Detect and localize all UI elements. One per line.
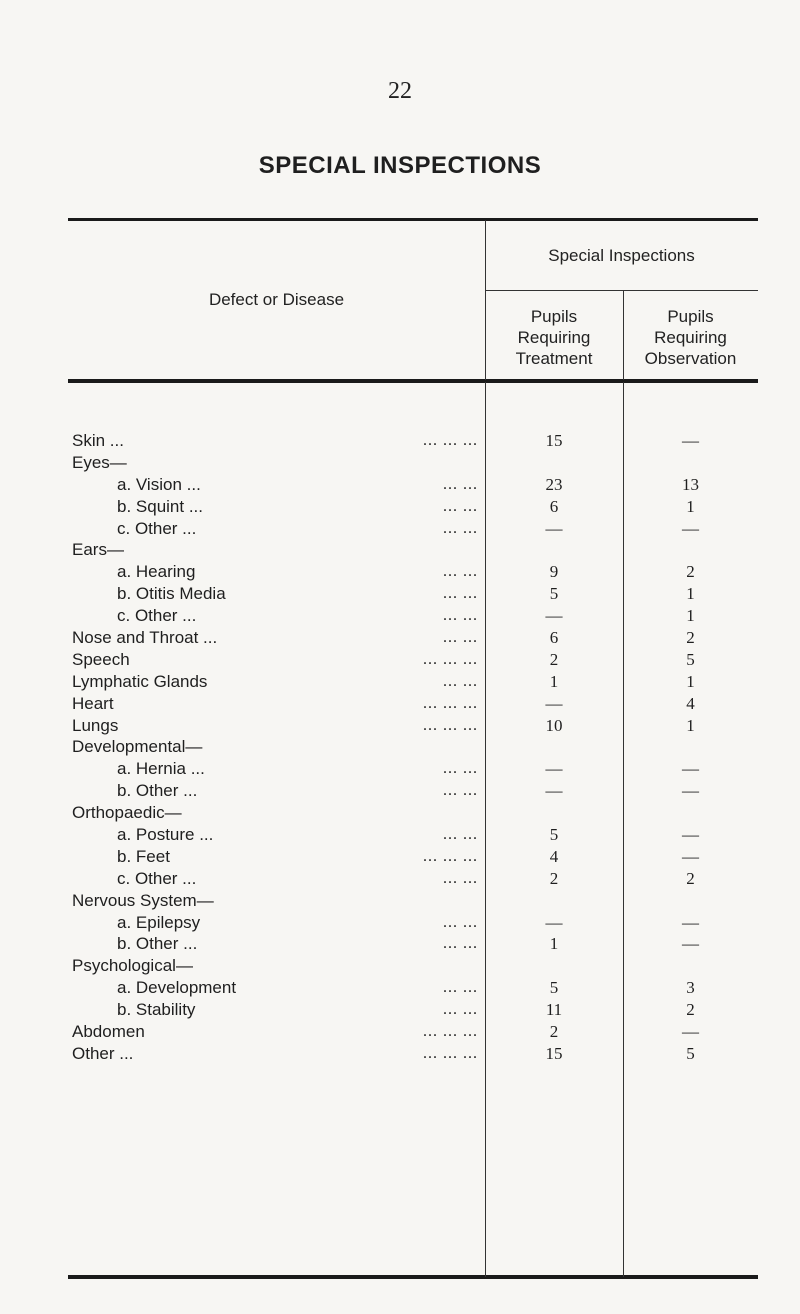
header-pupils-requiring-observation [623, 306, 758, 369]
dot-leader: ... ... [443, 519, 478, 537]
row-label: a. Hearing [117, 562, 196, 582]
table-row [0, 539, 800, 561]
observation-value: — [682, 846, 699, 866]
observation-value: — [682, 912, 699, 932]
treatment-value: 1 [549, 934, 559, 954]
row-label: Psychological— [72, 956, 193, 976]
header-line: Requiring [517, 328, 591, 347]
observation-value: — [682, 518, 699, 538]
treatment-value: — [545, 912, 563, 932]
dot-leader: ... ... ... [423, 847, 478, 865]
observation-value: — [682, 1022, 699, 1042]
table-row [0, 627, 800, 649]
table-row [0, 518, 800, 540]
table-row [0, 758, 800, 780]
observation-value: 2 [686, 628, 695, 648]
page-number: 22 [388, 78, 412, 104]
observation-value: 1 [686, 496, 695, 516]
table-body [0, 430, 800, 1065]
table-row [0, 736, 800, 758]
table-row [0, 715, 800, 737]
table-row [0, 802, 800, 824]
header-pupils-requiring-treatment [485, 306, 623, 369]
dot-leader: ... ... [443, 760, 478, 778]
header-defect-or-disease: Defect or Disease [208, 290, 345, 309]
dot-leader: ... ... [443, 782, 478, 800]
row-label: Developmental— [72, 737, 203, 757]
dot-leader: ... ... ... [423, 432, 478, 449]
treatment-value: — [545, 606, 563, 626]
observation-value: — [682, 431, 699, 450]
row-label: Lungs [72, 715, 119, 735]
table-row [0, 649, 800, 671]
table-row [0, 693, 800, 715]
table-row [0, 846, 800, 868]
treatment-value: 2 [549, 868, 559, 888]
observation-value: 4 [686, 693, 695, 713]
row-label: a. Vision ... [117, 474, 201, 494]
header-line: Pupils [530, 307, 578, 326]
row-label: c. Other ... [117, 868, 197, 888]
row-label: a. Epilepsy [117, 912, 201, 932]
row-label: Orthopaedic— [72, 803, 182, 823]
observation-value: 13 [682, 474, 699, 494]
treatment-value: — [545, 693, 563, 713]
table-row [0, 1021, 800, 1043]
observation-value: 2 [686, 1000, 695, 1020]
table-row [0, 780, 800, 802]
dot-leader: ... ... [443, 672, 478, 690]
header-line: Pupils [667, 307, 714, 326]
row-label: Skin ... [72, 431, 124, 450]
dot-leader: ... ... [443, 475, 478, 493]
treatment-value: 5 [549, 978, 559, 998]
treatment-value: — [545, 759, 563, 779]
observation-value: — [682, 934, 699, 954]
treatment-value: 2 [549, 1022, 559, 1042]
header-special-inspections: Special Inspections [548, 246, 695, 265]
dot-leader: ... ... [443, 585, 478, 603]
observation-value: 2 [686, 868, 695, 888]
table-row [0, 955, 800, 977]
treatment-value: 6 [549, 496, 559, 516]
dot-leader: ... ... [443, 629, 478, 647]
dot-leader: ... ... [443, 826, 478, 844]
table-row [0, 868, 800, 890]
table-row [0, 474, 800, 496]
treatment-value: 15 [545, 431, 563, 450]
row-label: b. Otitis Media [117, 584, 226, 604]
header-line: Observation [644, 349, 737, 368]
treatment-value: 4 [549, 846, 559, 866]
row-label: c. Other ... [117, 606, 197, 626]
observation-value: 2 [686, 562, 695, 582]
table-row [0, 496, 800, 518]
row-label: a. Development [117, 978, 237, 998]
table-row [0, 890, 800, 912]
observation-value: 1 [686, 671, 695, 691]
row-label: Nose and Throat ... [72, 628, 218, 648]
row-label: b. Squint ... [117, 496, 203, 516]
header-line: Treatment [515, 349, 593, 368]
row-label: b. Other ... [117, 781, 198, 801]
dot-leader: ... ... ... [423, 694, 478, 712]
dot-leader: ... ... [443, 913, 478, 931]
observation-value: 1 [686, 715, 695, 735]
dot-leader: ... ... ... [423, 650, 478, 668]
table-row [0, 452, 800, 474]
observation-value: — [682, 759, 699, 779]
page-title: SPECIAL INSPECTIONS [258, 152, 542, 179]
dot-leader: ... ... [443, 607, 478, 625]
table-bottom-rule [68, 1275, 758, 1279]
treatment-value: 10 [545, 715, 563, 735]
row-label: Eyes— [72, 452, 127, 472]
treatment-value: 2 [549, 649, 559, 669]
row-label: Nervous System— [72, 890, 214, 910]
header-line: Requiring [654, 328, 727, 347]
row-label: Other ... [72, 1043, 134, 1063]
row-label: c. Other ... [117, 518, 197, 538]
treatment-value: 1 [549, 671, 559, 691]
row-label: Abdomen [72, 1022, 145, 1042]
table-row [0, 430, 800, 452]
observation-value: 3 [686, 978, 695, 998]
treatment-value: 23 [545, 474, 563, 494]
header-bottom-rule [68, 379, 758, 383]
dot-leader: ... ... ... [423, 1044, 478, 1062]
treatment-value: — [545, 518, 563, 538]
row-label: b. Other ... [117, 934, 198, 954]
observation-value: — [682, 781, 699, 801]
dot-leader: ... ... [443, 935, 478, 953]
treatment-value: 6 [549, 628, 559, 648]
dot-leader: ... ... [443, 497, 478, 515]
dot-leader: ... ... [443, 563, 478, 581]
observation-value: 1 [686, 606, 695, 626]
dot-leader: ... ... ... [423, 1023, 478, 1041]
table-row [0, 561, 800, 583]
dot-leader: ... ... [443, 979, 478, 997]
treatment-value: 9 [549, 562, 559, 582]
table-row [0, 933, 800, 955]
table-row [0, 1043, 800, 1065]
observation-value: — [682, 825, 699, 845]
row-label: b. Stability [117, 1000, 196, 1020]
observation-value: 1 [686, 584, 695, 604]
observation-value: 5 [686, 649, 695, 669]
dot-leader: ... ... ... [423, 716, 478, 734]
row-label: a. Posture ... [117, 825, 214, 845]
table-top-rule [68, 218, 758, 221]
row-label: Ears— [72, 540, 124, 560]
table-row [0, 824, 800, 846]
dot-leader: ... ... [443, 1001, 478, 1019]
row-label: a. Hernia ... [117, 759, 205, 779]
table-row [0, 671, 800, 693]
table-row [0, 999, 800, 1021]
table-row [0, 912, 800, 934]
observation-value: 5 [686, 1043, 695, 1063]
table-row [0, 977, 800, 999]
treatment-value: — [545, 781, 563, 801]
treatment-value: 11 [545, 1000, 563, 1020]
table-row [0, 583, 800, 605]
dot-leader: ... ... [443, 869, 478, 887]
row-label: Speech [72, 649, 130, 669]
row-label: Heart [72, 693, 114, 713]
header-sub-rule [485, 290, 758, 291]
row-label: Lymphatic Glands [72, 671, 208, 691]
treatment-value: 15 [545, 1043, 563, 1063]
table-row [0, 605, 800, 627]
treatment-value: 5 [549, 584, 559, 604]
row-label: b. Feet [117, 846, 170, 866]
treatment-value: 5 [549, 825, 559, 845]
